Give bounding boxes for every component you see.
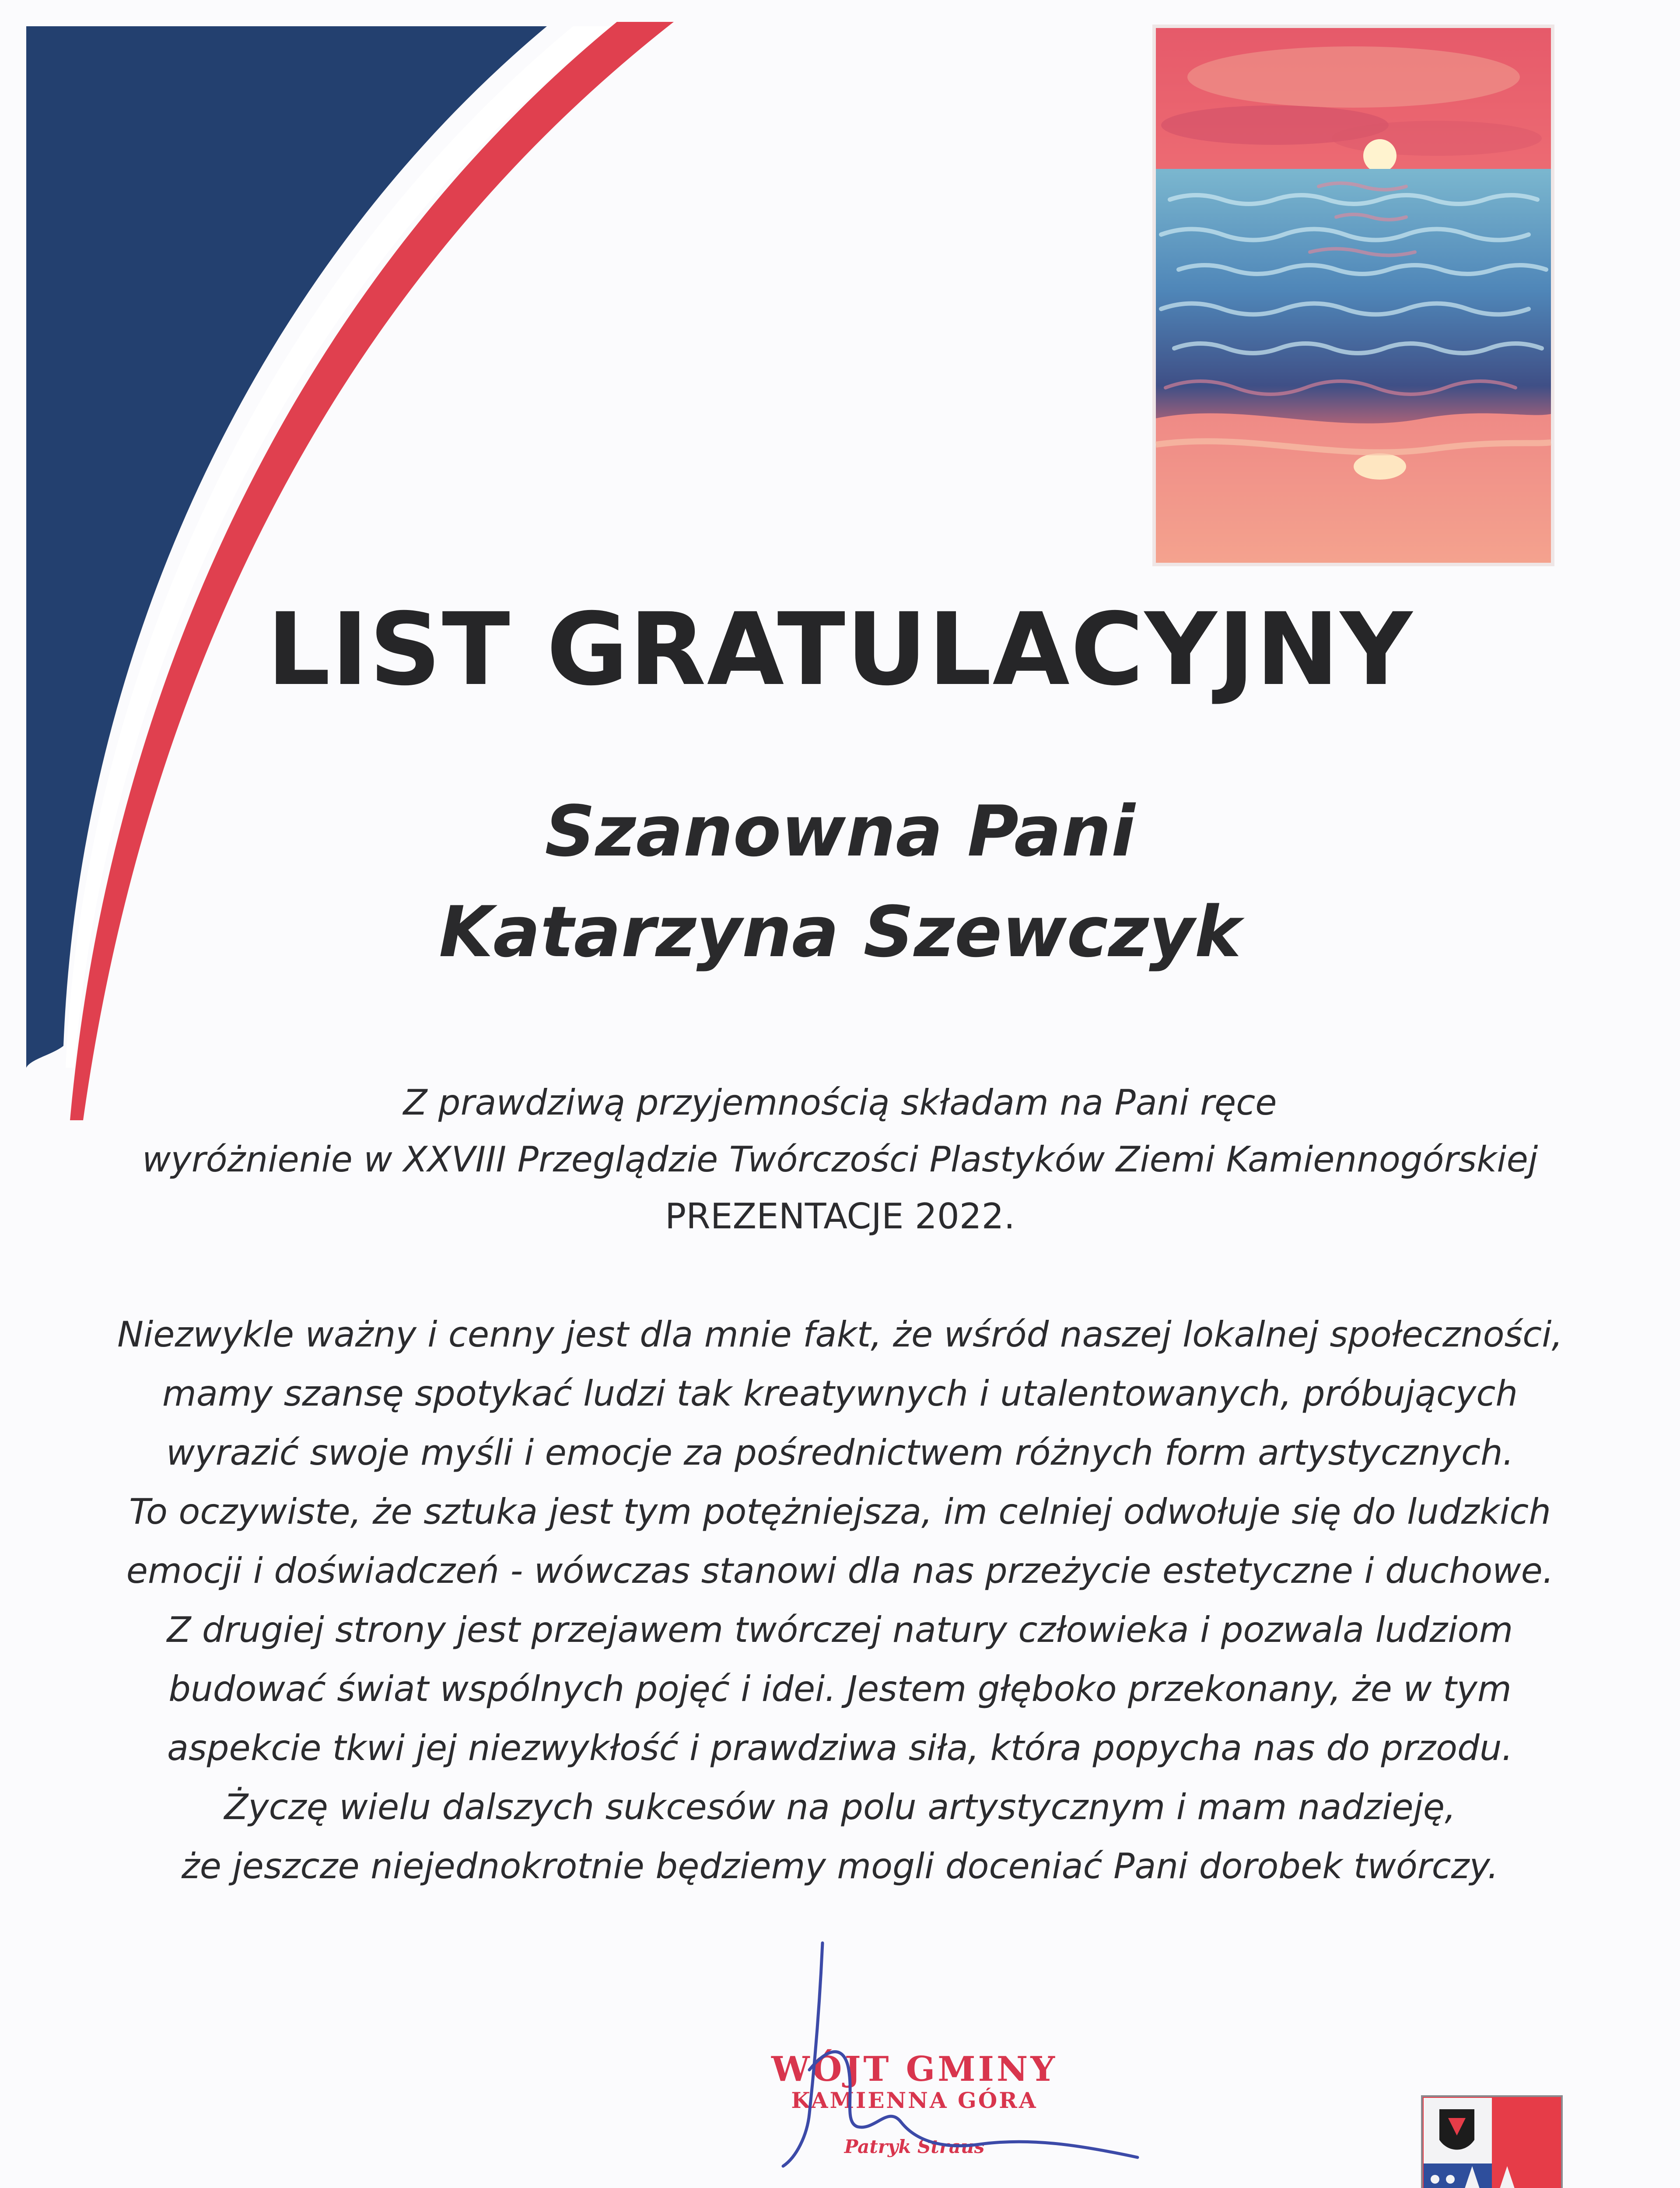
salutation: Szanowna Pani [545,790,1135,872]
stamp-name: Patryk Straus [844,2136,985,2157]
recipient-name: Katarzyna Szewczyk [439,891,1241,973]
stamp-title: WÓJT GMINY [771,2049,1058,2089]
paragraph-1-line: wyróżnienie w XXVIII Przeglądzie Twórczości Plastyków Ziemi Kamiennogórskiej [142,1139,1538,1180]
paragraph-2-line: że jeszcze niejednokrotnie będziemy mogli doceniać Pani dorobek twórczy. [181,1846,1499,1886]
paragraph-2-line: Z drugiej strony jest przejawem twórczej natury człowieka i pozwala ludziom [167,1609,1513,1650]
paragraph-2-line: mamy szansę spotykać ludzi tak kreatywnych i utalentowanych, próbujących [162,1373,1518,1414]
paragraph-2-line: Życzę wielu dalszych sukcesów na polu artystycznym i mam nadzieję, [224,1787,1456,1827]
coat-of-arms-icon [1418,2092,1566,2188]
sunset-sea-painting [1152,25,1554,566]
paragraph-2-line: To oczywiste, że sztuka jest tym potężniejsza, im celniej odwołuje się do ludzkich [129,1491,1551,1532]
paragraph-2-line: wyrazić swoje myśli i emocje za pośrednictwem różnych form artystycznych. [166,1432,1514,1473]
paragraph-2-line: emocji i doświadczeń - wówczas stanowi dla nas przeżycie estetyczne i duchowe. [126,1550,1554,1591]
paragraph-2-line: Niezwykle ważny i cenny jest dla mnie fakt, że wśród naszej lokalnej społeczności, [117,1314,1563,1355]
paragraph-1-line: Z prawdziwą przyjemnością składam na Pani ręce [403,1082,1277,1123]
paragraph-2-line: aspekcie tkwi jej niezwykłość i prawdziwa siła, która popycha nas do przodu. [167,1728,1513,1768]
paragraph-2-line: budować świat wspólnych pojęć i idei. Jestem głęboko przekonany, że w tym [168,1669,1512,1709]
paragraph-1-line: PREZENTACJE 2022. [665,1196,1015,1237]
document-title: LIST GRATULACYJNY [266,591,1414,708]
handwritten-signature [744,1939,1155,2175]
stamp-municipality: KAMIENNA GÓRA [791,2087,1038,2113]
